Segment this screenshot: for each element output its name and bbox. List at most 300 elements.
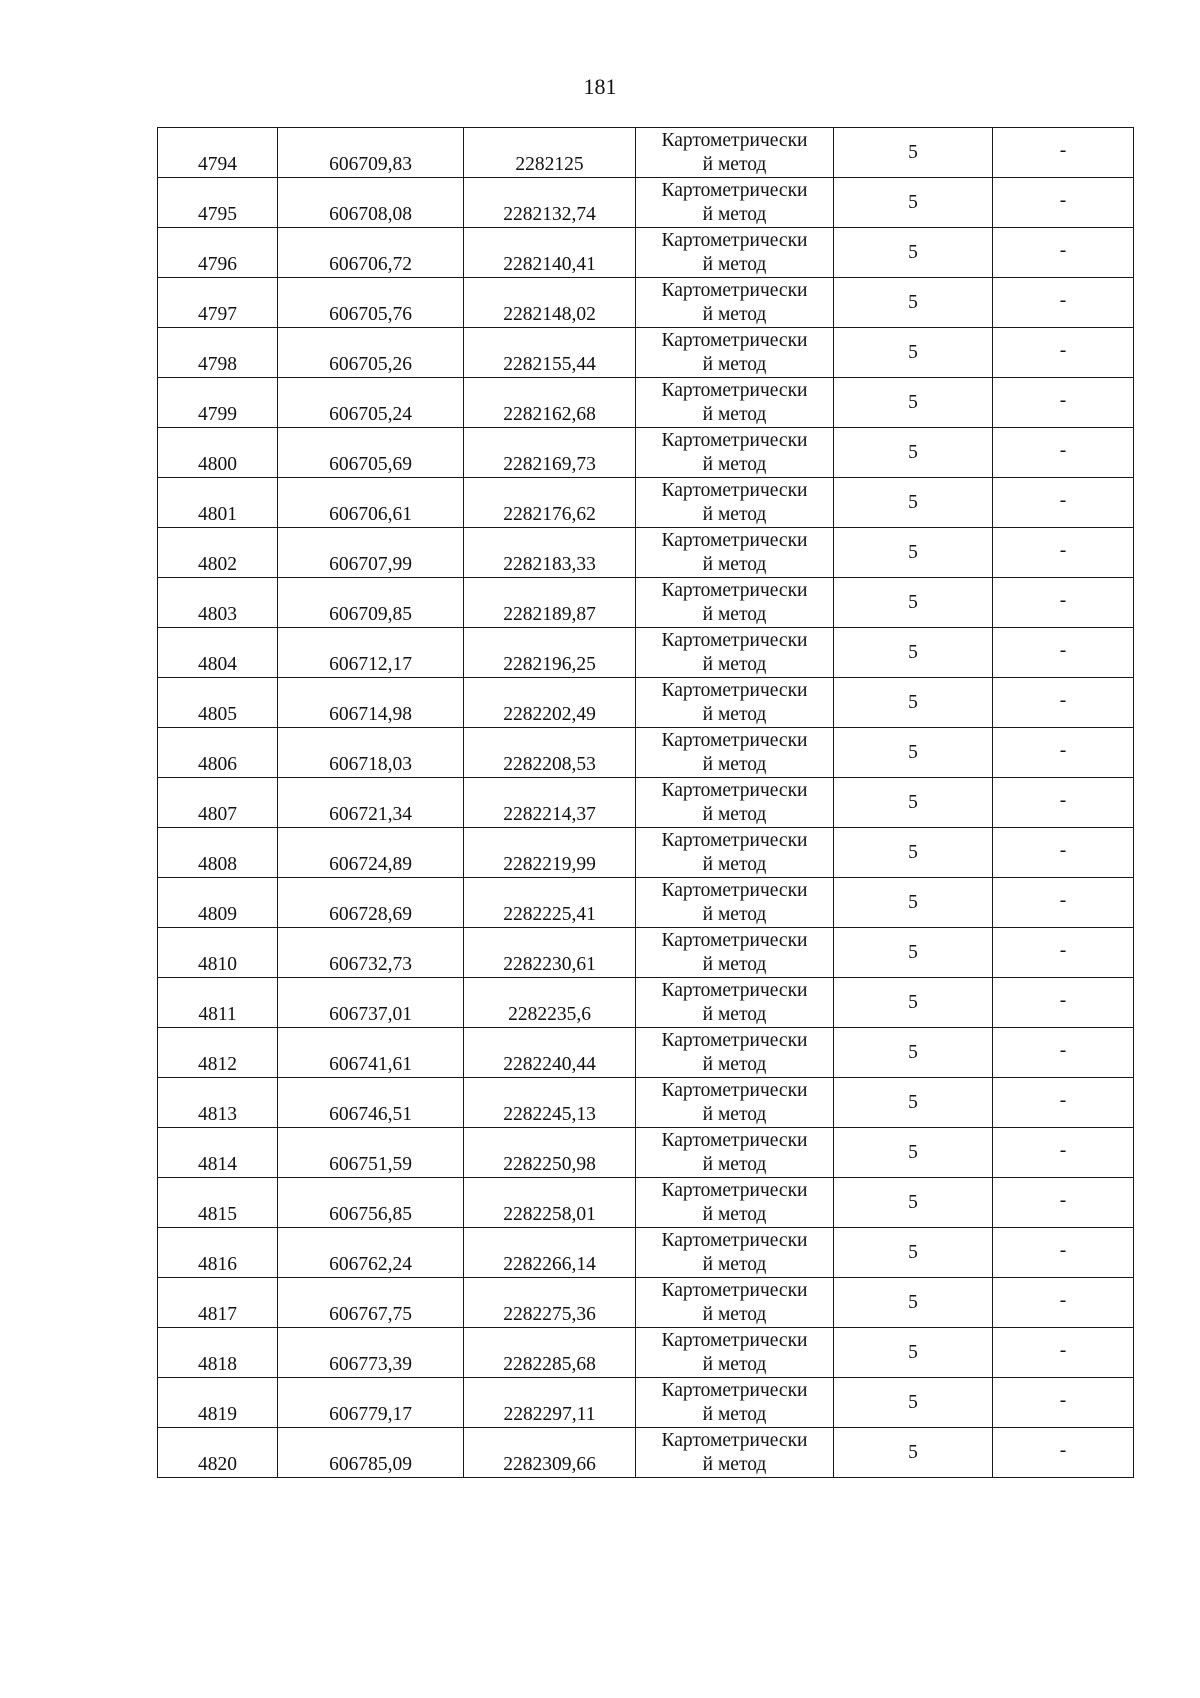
table-row — [158, 278, 1134, 328]
method-text: Картометрически й метод — [661, 330, 808, 375]
accuracy-text: 5 — [908, 191, 918, 213]
method-cell — [636, 328, 834, 378]
description-text: - — [1059, 389, 1067, 411]
x-coordinate-cell — [278, 928, 464, 978]
y-coordinate-text: 2282208,53 — [503, 754, 596, 775]
accuracy-text: 5 — [908, 1191, 918, 1213]
y-coordinate-cell — [464, 1328, 636, 1378]
description-cell — [993, 778, 1134, 828]
y-coordinate-cell — [464, 478, 636, 528]
description-text: - — [1059, 439, 1067, 461]
accuracy-cell — [834, 728, 993, 778]
accuracy-cell — [834, 478, 993, 528]
y-coordinate-cell — [464, 378, 636, 428]
method-cell — [636, 1378, 834, 1428]
description-text: - — [1059, 1439, 1067, 1461]
table-row — [158, 228, 1134, 278]
x-coordinate-cell — [278, 628, 464, 678]
point-number-text: 4801 — [198, 504, 237, 525]
description-cell — [993, 1328, 1134, 1378]
x-coordinate-cell — [278, 728, 464, 778]
method-text: Картометрически й метод — [661, 1330, 808, 1375]
x-coordinate-cell — [278, 1428, 464, 1478]
table-row — [158, 578, 1134, 628]
point-number-cell — [158, 578, 278, 628]
description-text: - — [1059, 1089, 1067, 1111]
method-cell — [636, 928, 834, 978]
accuracy-cell — [834, 378, 993, 428]
x-coordinate-text: 606714,98 — [329, 704, 412, 725]
method-text: Картометрически й метод — [661, 830, 808, 875]
point-number-text: 4796 — [198, 254, 237, 275]
table-row — [158, 1178, 1134, 1228]
description-cell — [993, 728, 1134, 778]
x-coordinate-text: 606741,61 — [329, 1054, 412, 1075]
method-text: Картометрически й метод — [661, 1430, 808, 1475]
method-cell — [636, 628, 834, 678]
description-cell — [993, 428, 1134, 478]
method-text: Картометрически й метод — [661, 630, 808, 675]
description-cell — [993, 878, 1134, 928]
accuracy-cell — [834, 928, 993, 978]
method-cell — [636, 978, 834, 1028]
table-row — [158, 1328, 1134, 1378]
y-coordinate-cell — [464, 728, 636, 778]
y-coordinate-text: 2282155,44 — [503, 354, 596, 375]
point-number-text: 4797 — [198, 304, 237, 325]
accuracy-cell — [834, 528, 993, 578]
accuracy-cell — [834, 1028, 993, 1078]
y-coordinate-cell — [464, 578, 636, 628]
method-cell — [636, 778, 834, 828]
accuracy-text: 5 — [908, 141, 918, 163]
method-cell — [636, 1078, 834, 1128]
x-coordinate-cell — [278, 278, 464, 328]
description-cell — [993, 478, 1134, 528]
y-coordinate-cell — [464, 1378, 636, 1428]
point-number-text: 4798 — [198, 354, 237, 375]
point-number-cell — [158, 328, 278, 378]
accuracy-cell — [834, 1228, 993, 1278]
x-coordinate-text: 606746,51 — [329, 1104, 412, 1125]
x-coordinate-text: 606721,34 — [329, 804, 412, 825]
point-number-text: 4811 — [198, 1004, 237, 1025]
x-coordinate-text: 606708,08 — [329, 204, 412, 225]
description-text: - — [1059, 639, 1067, 661]
method-cell — [636, 1128, 834, 1178]
method-text: Картометрически й метод — [661, 230, 808, 275]
method-cell — [636, 1328, 834, 1378]
accuracy-cell — [834, 978, 993, 1028]
method-cell — [636, 428, 834, 478]
point-number-cell — [158, 478, 278, 528]
y-coordinate-text: 2282258,01 — [503, 1204, 596, 1225]
description-text: - — [1059, 1139, 1067, 1161]
method-cell — [636, 178, 834, 228]
description-text: - — [1059, 989, 1067, 1011]
x-coordinate-cell — [278, 1178, 464, 1228]
method-cell — [636, 678, 834, 728]
point-number-text: 4803 — [198, 604, 237, 625]
point-number-cell — [158, 1128, 278, 1178]
description-cell — [993, 628, 1134, 678]
y-coordinate-cell — [464, 128, 636, 178]
method-cell — [636, 228, 834, 278]
y-coordinate-cell — [464, 178, 636, 228]
point-number-text: 4813 — [198, 1104, 237, 1125]
y-coordinate-text: 2282214,37 — [503, 804, 596, 825]
method-text: Картометрически й метод — [661, 880, 808, 925]
accuracy-text: 5 — [908, 291, 918, 313]
x-coordinate-cell — [278, 528, 464, 578]
point-number-text: 4818 — [198, 1354, 237, 1375]
method-text: Картометрически й метод — [661, 1080, 808, 1125]
x-coordinate-text: 606762,24 — [329, 1254, 412, 1275]
y-coordinate-text: 2282240,44 — [503, 1054, 596, 1075]
point-number-text: 4820 — [198, 1454, 237, 1475]
method-cell — [636, 278, 834, 328]
method-text: Картометрически й метод — [661, 1130, 808, 1175]
method-cell — [636, 1428, 834, 1478]
x-coordinate-text: 606767,75 — [329, 1304, 412, 1325]
x-coordinate-text: 606706,61 — [329, 504, 412, 525]
method-text: Картометрически й метод — [661, 930, 808, 975]
y-coordinate-text: 2282285,68 — [503, 1354, 596, 1375]
method-text: Картометрически й метод — [661, 1230, 808, 1275]
method-text: Картометрически й метод — [661, 530, 808, 575]
y-coordinate-text: 2282125 — [515, 154, 584, 175]
table-row — [158, 778, 1134, 828]
x-coordinate-text: 606732,73 — [329, 954, 412, 975]
y-coordinate-cell — [464, 1128, 636, 1178]
y-coordinate-cell — [464, 978, 636, 1028]
accuracy-cell — [834, 678, 993, 728]
y-coordinate-cell — [464, 1078, 636, 1128]
x-coordinate-cell — [278, 678, 464, 728]
x-coordinate-text: 606751,59 — [329, 1154, 412, 1175]
accuracy-cell — [834, 428, 993, 478]
x-coordinate-text: 606773,39 — [329, 1354, 412, 1375]
table-row — [158, 528, 1134, 578]
description-cell — [993, 1278, 1134, 1328]
description-text: - — [1059, 1239, 1067, 1261]
x-coordinate-cell — [278, 1128, 464, 1178]
accuracy-text: 5 — [908, 1091, 918, 1113]
point-number-text: 4794 — [198, 154, 237, 175]
method-cell — [636, 378, 834, 428]
description-text: - — [1059, 1389, 1067, 1411]
point-number-cell — [158, 278, 278, 328]
y-coordinate-cell — [464, 628, 636, 678]
table-row — [158, 678, 1134, 728]
y-coordinate-text: 2282132,74 — [503, 204, 596, 225]
point-number-text: 4817 — [198, 1304, 237, 1325]
description-cell — [993, 1028, 1134, 1078]
x-coordinate-cell — [278, 378, 464, 428]
point-number-cell — [158, 1278, 278, 1328]
accuracy-cell — [834, 128, 993, 178]
accuracy-cell — [834, 1128, 993, 1178]
accuracy-text: 5 — [908, 991, 918, 1013]
y-coordinate-text: 2282309,66 — [503, 1454, 596, 1475]
point-number-cell — [158, 1178, 278, 1228]
y-coordinate-cell — [464, 278, 636, 328]
x-coordinate-cell — [278, 778, 464, 828]
description-text: - — [1059, 1039, 1067, 1061]
method-cell — [636, 478, 834, 528]
description-cell — [993, 228, 1134, 278]
y-coordinate-text: 2282266,14 — [503, 1254, 596, 1275]
method-text: Картометрически й метод — [661, 380, 808, 425]
y-coordinate-text: 2282183,33 — [503, 554, 596, 575]
accuracy-text: 5 — [908, 1141, 918, 1163]
x-coordinate-text: 606756,85 — [329, 1204, 412, 1225]
description-text: - — [1059, 1289, 1067, 1311]
accuracy-text: 5 — [908, 1391, 918, 1413]
y-coordinate-text: 2282148,02 — [503, 304, 596, 325]
x-coordinate-cell — [278, 1028, 464, 1078]
method-text: Картометрически й метод — [661, 480, 808, 525]
accuracy-cell — [834, 1278, 993, 1328]
accuracy-cell — [834, 1428, 993, 1478]
x-coordinate-text: 606705,76 — [329, 304, 412, 325]
description-cell — [993, 278, 1134, 328]
point-number-text: 4804 — [198, 654, 237, 675]
y-coordinate-text: 2282176,62 — [503, 504, 596, 525]
accuracy-text: 5 — [908, 341, 918, 363]
table-row — [158, 1278, 1134, 1328]
x-coordinate-cell — [278, 1228, 464, 1278]
point-number-text: 4809 — [198, 904, 237, 925]
description-text: - — [1059, 189, 1067, 211]
description-text: - — [1059, 1339, 1067, 1361]
y-coordinate-cell — [464, 828, 636, 878]
point-number-cell — [158, 1228, 278, 1278]
description-text: - — [1059, 889, 1067, 911]
method-text: Картометрически й метод — [661, 130, 808, 175]
method-text: Картометрически й метод — [661, 180, 808, 225]
description-cell — [993, 1378, 1134, 1428]
accuracy-text: 5 — [908, 1241, 918, 1263]
y-coordinate-text: 2282202,49 — [503, 704, 596, 725]
y-coordinate-text: 2282275,36 — [503, 1304, 596, 1325]
method-text: Картометрически й метод — [661, 980, 808, 1025]
y-coordinate-text: 2282189,87 — [503, 604, 596, 625]
y-coordinate-text: 2282245,13 — [503, 1104, 596, 1125]
y-coordinate-cell — [464, 328, 636, 378]
description-cell — [993, 128, 1134, 178]
y-coordinate-text: 2282196,25 — [503, 654, 596, 675]
point-number-cell — [158, 528, 278, 578]
y-coordinate-text: 2282169,73 — [503, 454, 596, 475]
accuracy-cell — [834, 578, 993, 628]
y-coordinate-text: 2282140,41 — [503, 254, 596, 275]
coordinates-table-body — [158, 128, 1134, 1478]
accuracy-cell — [834, 878, 993, 928]
table-row — [158, 1078, 1134, 1128]
x-coordinate-text: 606712,17 — [329, 654, 412, 675]
y-coordinate-text: 2282162,68 — [503, 404, 596, 425]
point-number-cell — [158, 1328, 278, 1378]
point-number-cell — [158, 1428, 278, 1478]
point-number-text: 4806 — [198, 754, 237, 775]
accuracy-text: 5 — [908, 491, 918, 513]
accuracy-cell — [834, 1178, 993, 1228]
description-cell — [993, 928, 1134, 978]
x-coordinate-cell — [278, 478, 464, 528]
x-coordinate-cell — [278, 1378, 464, 1428]
method-cell — [636, 1228, 834, 1278]
y-coordinate-cell — [464, 778, 636, 828]
accuracy-text: 5 — [908, 541, 918, 563]
table-row — [158, 1028, 1134, 1078]
point-number-cell — [158, 128, 278, 178]
x-coordinate-cell — [278, 978, 464, 1028]
table-row — [158, 1428, 1134, 1478]
description-cell — [993, 378, 1134, 428]
point-number-text: 4810 — [198, 954, 237, 975]
table-row — [158, 878, 1134, 928]
accuracy-text: 5 — [908, 1041, 918, 1063]
x-coordinate-cell — [278, 1078, 464, 1128]
point-number-cell — [158, 378, 278, 428]
point-number-text: 4819 — [198, 1404, 237, 1425]
point-number-text: 4807 — [198, 804, 237, 825]
point-number-cell — [158, 428, 278, 478]
method-text: Картометрически й метод — [661, 1180, 808, 1225]
point-number-text: 4815 — [198, 1204, 237, 1225]
point-number-cell — [158, 678, 278, 728]
description-cell — [993, 528, 1134, 578]
method-cell — [636, 728, 834, 778]
table-row — [158, 978, 1134, 1028]
description-cell — [993, 1178, 1134, 1228]
table-row — [158, 128, 1134, 178]
table-row — [158, 328, 1134, 378]
x-coordinate-text: 606705,69 — [329, 454, 412, 475]
description-text: - — [1059, 239, 1067, 261]
method-cell — [636, 578, 834, 628]
point-number-text: 4808 — [198, 854, 237, 875]
method-cell — [636, 878, 834, 928]
y-coordinate-text: 2282230,61 — [503, 954, 596, 975]
x-coordinate-cell — [278, 878, 464, 928]
accuracy-cell — [834, 1078, 993, 1128]
page-number: 181 — [583, 74, 617, 99]
accuracy-cell — [834, 1378, 993, 1428]
x-coordinate-cell — [278, 578, 464, 628]
method-cell — [636, 528, 834, 578]
x-coordinate-text: 606706,72 — [329, 254, 412, 275]
method-text: Картометрически й метод — [661, 580, 808, 625]
description-cell — [993, 678, 1134, 728]
description-text: - — [1059, 839, 1067, 861]
point-number-cell — [158, 728, 278, 778]
point-number-cell — [158, 928, 278, 978]
x-coordinate-cell — [278, 178, 464, 228]
point-number-text: 4800 — [198, 454, 237, 475]
accuracy-cell — [834, 828, 993, 878]
table-row — [158, 928, 1134, 978]
point-number-cell — [158, 778, 278, 828]
point-number-cell — [158, 1078, 278, 1128]
description-text: - — [1059, 589, 1067, 611]
accuracy-text: 5 — [908, 1341, 918, 1363]
y-coordinate-cell — [464, 1178, 636, 1228]
accuracy-text: 5 — [908, 241, 918, 263]
table-row — [158, 628, 1134, 678]
accuracy-text: 5 — [908, 1291, 918, 1313]
point-number-cell — [158, 228, 278, 278]
description-cell — [993, 1428, 1134, 1478]
method-cell — [636, 128, 834, 178]
table-row — [158, 428, 1134, 478]
table-row — [158, 728, 1134, 778]
coordinates-table — [157, 127, 1134, 1478]
point-number-text: 4805 — [198, 704, 237, 725]
accuracy-text: 5 — [908, 591, 918, 613]
description-text: - — [1059, 739, 1067, 761]
x-coordinate-cell — [278, 128, 464, 178]
description-cell — [993, 578, 1134, 628]
method-text: Картометрически й метод — [661, 1380, 808, 1425]
point-number-cell — [158, 628, 278, 678]
description-text: - — [1059, 489, 1067, 511]
description-text: - — [1059, 539, 1067, 561]
table-row — [158, 478, 1134, 528]
accuracy-text: 5 — [908, 891, 918, 913]
method-text: Картометрически й метод — [661, 730, 808, 775]
table-row — [158, 1378, 1134, 1428]
description-text: - — [1059, 689, 1067, 711]
point-number-cell — [158, 978, 278, 1028]
x-coordinate-text: 606785,09 — [329, 1454, 412, 1475]
method-cell — [636, 1028, 834, 1078]
y-coordinate-text: 2282250,98 — [503, 1154, 596, 1175]
y-coordinate-cell — [464, 528, 636, 578]
method-text: Картометрически й метод — [661, 680, 808, 725]
description-text: - — [1059, 1189, 1067, 1211]
point-number-text: 4814 — [198, 1154, 237, 1175]
x-coordinate-cell — [278, 228, 464, 278]
accuracy-text: 5 — [908, 391, 918, 413]
y-coordinate-text: 2282235,6 — [508, 1004, 591, 1025]
y-coordinate-cell — [464, 678, 636, 728]
y-coordinate-text: 2282219,99 — [503, 854, 596, 875]
accuracy-text: 5 — [908, 741, 918, 763]
y-coordinate-cell — [464, 428, 636, 478]
x-coordinate-text: 606705,26 — [329, 354, 412, 375]
x-coordinate-text: 606705,24 — [329, 404, 412, 425]
x-coordinate-text: 606728,69 — [329, 904, 412, 925]
accuracy-text: 5 — [908, 641, 918, 663]
accuracy-cell — [834, 1328, 993, 1378]
y-coordinate-cell — [464, 878, 636, 928]
accuracy-text: 5 — [908, 791, 918, 813]
description-cell — [993, 828, 1134, 878]
description-cell — [993, 1078, 1134, 1128]
point-number-text: 4802 — [198, 554, 237, 575]
method-cell — [636, 828, 834, 878]
x-coordinate-cell — [278, 428, 464, 478]
x-coordinate-text: 606709,85 — [329, 604, 412, 625]
description-cell — [993, 978, 1134, 1028]
y-coordinate-cell — [464, 1028, 636, 1078]
table-row — [158, 1128, 1134, 1178]
point-number-cell — [158, 178, 278, 228]
method-cell — [636, 1178, 834, 1228]
point-number-cell — [158, 878, 278, 928]
